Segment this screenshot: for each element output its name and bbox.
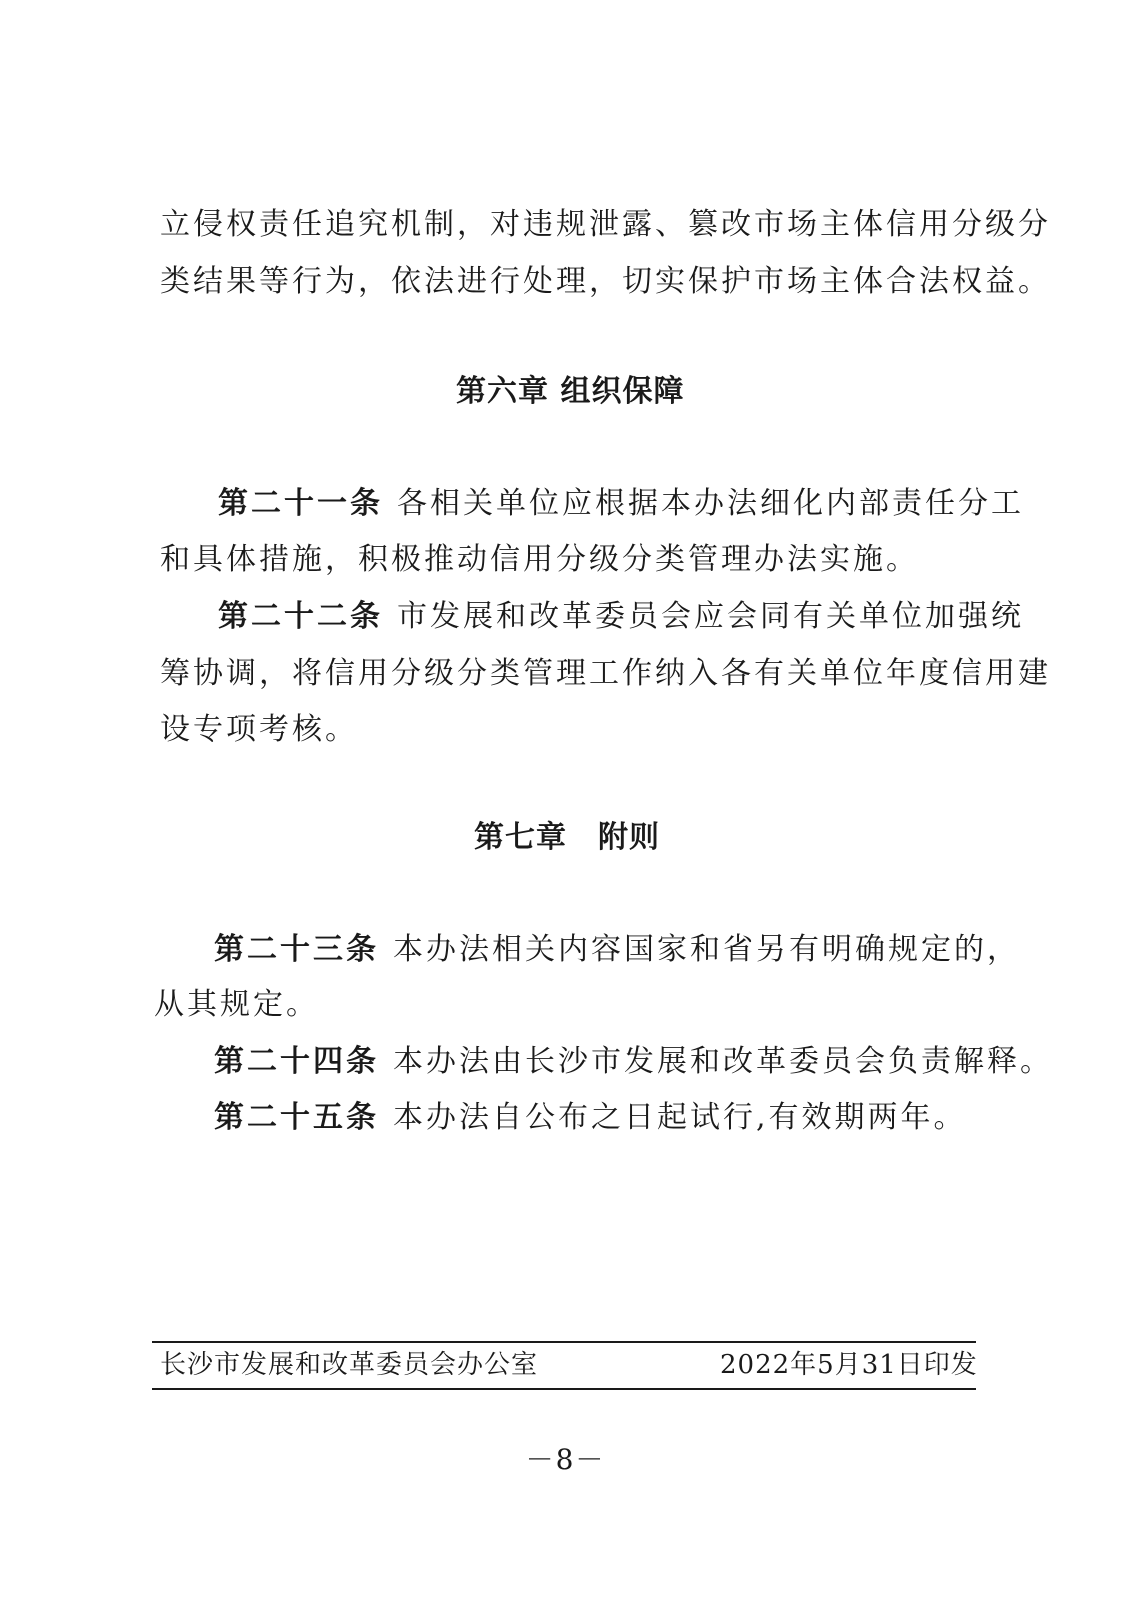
- article-25-number: 第二十五条: [214, 1100, 379, 1135]
- article-21-line-1: [218, 484, 1024, 524]
- article-22-line-3: 设专项考核。: [160, 712, 358, 747]
- article-24-line-1: [214, 1042, 1053, 1082]
- article-24-number: 第二十四条: [214, 1044, 379, 1079]
- footer-issue-date: 2022年5月31日印发: [720, 1350, 978, 1380]
- footer-top-rule: [152, 1341, 976, 1343]
- footer-issuer: 长沙市发展和改革委员会办公室: [160, 1350, 539, 1380]
- article-23-line-1: [214, 930, 1020, 970]
- article-22-number: 第二十二条: [218, 599, 383, 634]
- article-25-text-1: 本办法自公布之日起试行,有效期两年。: [393, 1100, 967, 1135]
- footer-bottom-rule: [152, 1388, 976, 1390]
- article-22-line-2: 筹协调，将信用分级分类管理工作纳入各有关单位年度信用建: [160, 656, 1051, 691]
- continuation-line-2: 类结果等行为，依法进行处理，切实保护市场主体合法权益。: [160, 264, 1051, 299]
- article-25-line-1: [214, 1098, 967, 1138]
- article-23-number: 第二十三条: [214, 932, 379, 967]
- chapter-6-heading: 第六章 组织保障: [456, 374, 685, 409]
- article-24-text-1: 本办法由长沙市发展和改革委员会负责解释。: [393, 1044, 1053, 1079]
- article-22-line-1: [218, 597, 1024, 637]
- article-23-line-2: 从其规定。: [154, 987, 319, 1022]
- chapter-7-heading: 第七章 附则: [474, 820, 660, 855]
- continuation-line-1: 立侵权责任追究机制，对违规泄露、篡改市场主体信用分级分: [160, 207, 1051, 242]
- article-21-text-1: 各相关单位应根据本办法细化内部责任分工: [397, 486, 1024, 521]
- article-21-number: 第二十一条: [218, 486, 383, 521]
- page-number: －8－: [525, 1443, 606, 1476]
- article-23-text-1: 本办法相关内容国家和省另有明确规定的，: [393, 932, 1020, 967]
- article-21-line-2: 和具体措施，积极推动信用分级分类管理办法实施。: [160, 542, 919, 577]
- article-22-text-1: 市发展和改革委员会应会同有关单位加强统: [397, 599, 1024, 634]
